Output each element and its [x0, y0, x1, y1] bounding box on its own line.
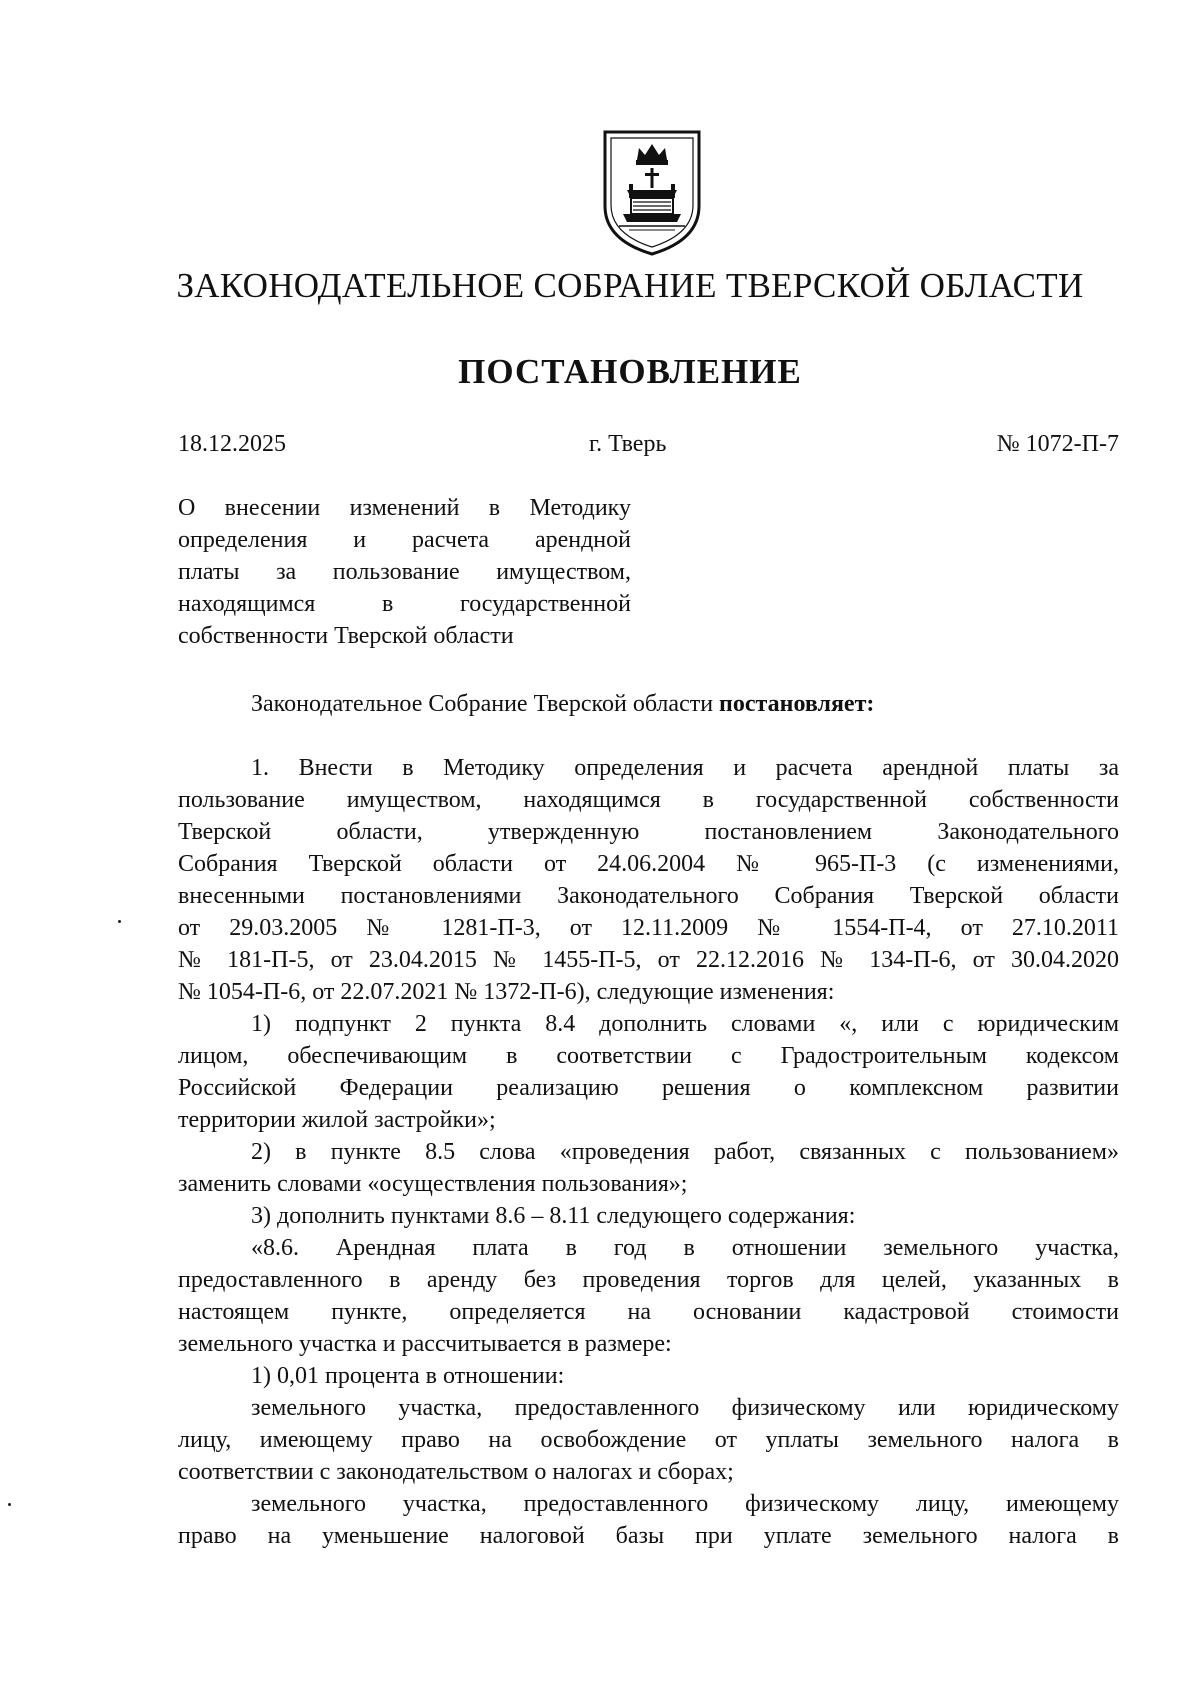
body-line: Российской Федерации реализацию решения о комплексном развитии [178, 1075, 1119, 1101]
scan-speck [8, 1503, 11, 1506]
scan-speck [118, 920, 121, 923]
body-line: лицу, имеющему право на освобождение от уплаты земельного налога в [178, 1427, 1119, 1453]
body-line: Собрания Тверской области от 24.06.2004 № 965-П-3 (с изменениями, [178, 851, 1119, 877]
body-line: земельного участка, предоставленного физическому лицу, имеющему [251, 1491, 1119, 1517]
subject-line: определения и расчета арендной [178, 527, 631, 553]
document-date: 18.12.2025 [178, 431, 286, 457]
body-line: № 1054-П-6, от 22.07.2021 № 1372-П-6), следующие изменения: [178, 979, 835, 1005]
body-line: соответствии с законодательством о налогах и сборах; [178, 1459, 734, 1485]
body-line: право на уменьшение налоговой базы при уплате земельного налога в [178, 1523, 1119, 1549]
body-line: 1) подпункт 2 пункта 8.4 дополнить словами «, или с юридическим [251, 1011, 1119, 1037]
decree-verb: постановляет: [719, 691, 875, 717]
body-line: «8.6. Арендная плата в год в отношении земельного участка, [251, 1235, 1119, 1261]
body-line: № 181-П-5, от 23.04.2015 № 1455-П-5, от 22.12.2016 № 134-П-6, от 30.04.2020 [178, 947, 1119, 973]
document-type-title: ПОСТАНОВЛЕНИЕ [458, 352, 802, 391]
subject-line: собственности Тверской области [178, 623, 514, 649]
document-city: г. Тверь [589, 431, 667, 457]
document-number: № 1072-П-7 [996, 431, 1119, 457]
subject-line: платы за пользование имуществом, [178, 559, 631, 585]
body-line: 1) 0,01 процента в отношении: [251, 1363, 565, 1389]
body-line: земельного участка и рассчитывается в размере: [178, 1331, 672, 1357]
body-line: заменить словами «осуществления пользования»; [178, 1171, 688, 1197]
body-line: 3) дополнить пунктами 8.6 – 8.11 следующего содержания: [251, 1203, 856, 1229]
document-subject [178, 492, 631, 652]
organization-title: ЗАКОНОДАТЕЛЬНОЕ СОБРАНИЕ ТВЕРСКОЙ ОБЛАСТИ [176, 266, 1084, 305]
decree-lead: Законодательное Собрание Тверской области [251, 691, 720, 717]
body-line: 2) в пункте 8.5 слова «проведения работ, связанных с пользованием» [251, 1139, 1119, 1165]
subject-line: О внесении изменений в Методику [178, 495, 631, 521]
body-line: Тверской области, утвержденную постановлением Законодательного [178, 819, 1119, 845]
subject-line: находящимся в государственной [178, 591, 631, 617]
body-line: земельного участка, предоставленного физическому или юридическому [251, 1395, 1119, 1421]
body-line: настоящем пункте, определяется на основании кадастровой стоимости [178, 1299, 1119, 1325]
body-line: предоставленного в аренду без проведения торгов для целей, указанных в [178, 1267, 1119, 1293]
body-line: пользование имуществом, находящимся в государственной собственности [178, 787, 1119, 813]
coat-of-arms-emblem [599, 128, 705, 258]
body-line: лицом, обеспечивающим в соответствии с Градостроительным кодексом [178, 1043, 1119, 1069]
body-line: от 29.03.2005 № 1281-П-3, от 12.11.2009 № 1554-П-4, от 27.10.2011 [178, 915, 1119, 941]
body-line: внесенными постановлениями Законодательного Собрания Тверской области [178, 883, 1119, 909]
document-body [178, 752, 1119, 1552]
body-line: 1. Внести в Методику определения и расчета арендной платы за [251, 755, 1119, 781]
body-line: территории жилой застройки»; [178, 1107, 496, 1133]
document-meta-row [178, 431, 1119, 465]
decree-statement [251, 691, 874, 718]
